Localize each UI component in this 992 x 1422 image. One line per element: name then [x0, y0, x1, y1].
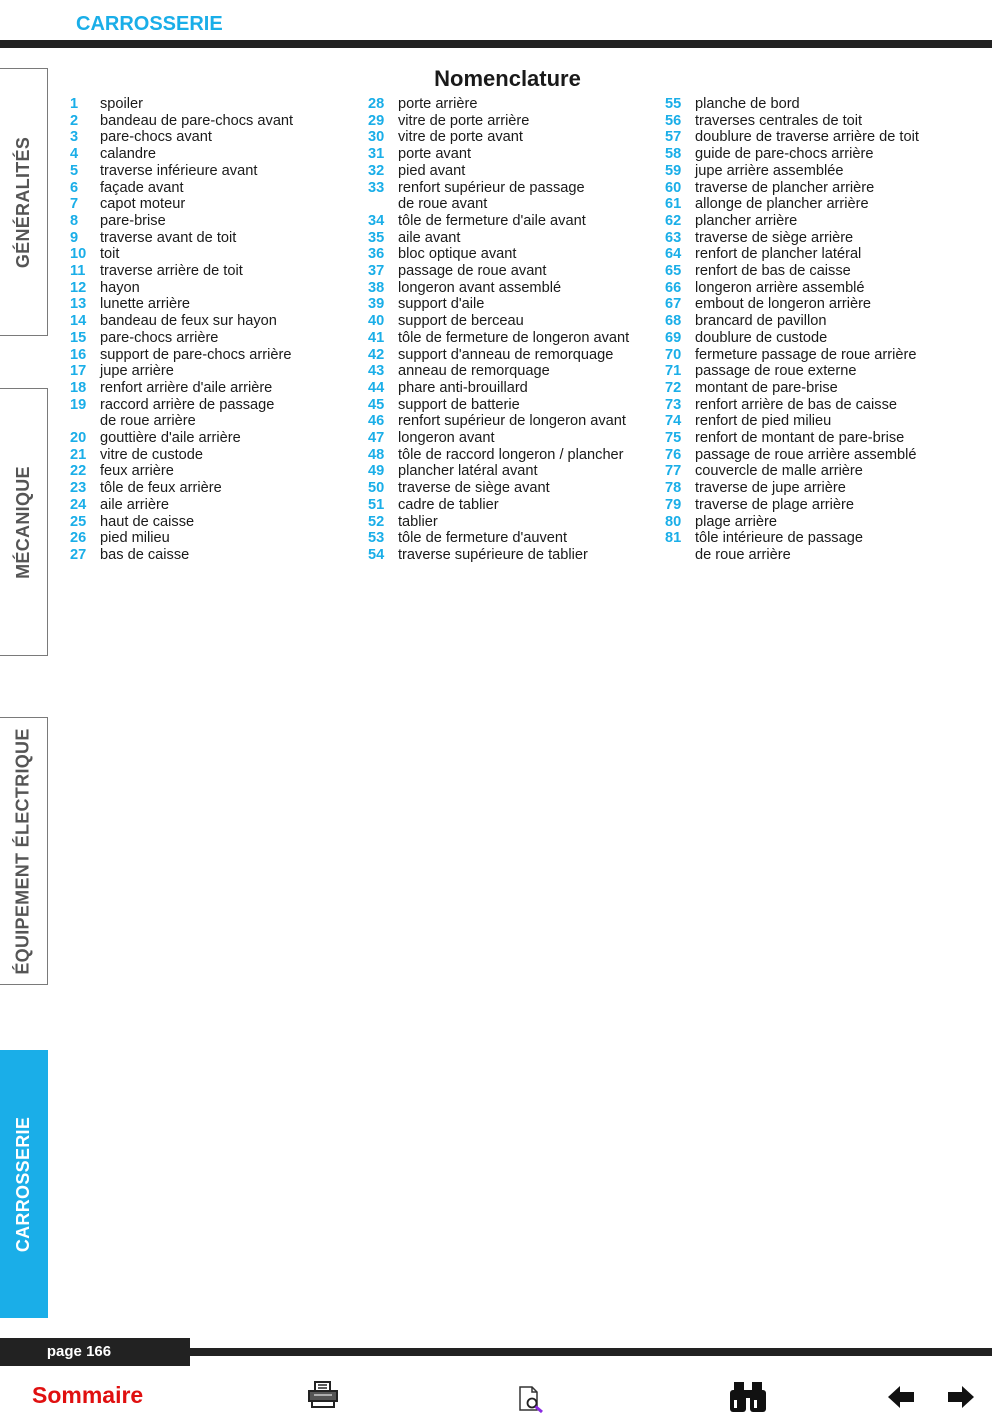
list-item: [665, 263, 985, 280]
list-item: [70, 246, 360, 263]
item-number: 60: [665, 179, 682, 196]
list-item: [665, 163, 985, 180]
list-item: [70, 514, 360, 531]
item-number: 5: [70, 162, 79, 179]
list-item: [368, 246, 658, 263]
item-label: longeron avant assemblé: [398, 279, 562, 296]
item-label: traverse de siège arrière: [695, 229, 854, 246]
list-item: [70, 447, 360, 464]
item-number: 72: [665, 379, 682, 396]
item-label: tôle de feux arrière: [100, 480, 222, 497]
list-item: [665, 480, 985, 497]
item-number: 75: [665, 430, 682, 447]
item-number: 76: [665, 446, 682, 463]
item-number: 23: [70, 480, 87, 497]
list-item: [368, 497, 658, 514]
item-label: vitre de porte avant: [398, 129, 523, 146]
list-item: [368, 447, 658, 464]
item-number: 69: [665, 329, 682, 346]
item-number: 36: [368, 246, 385, 263]
list-item: [70, 413, 360, 430]
item-number: 28: [368, 96, 385, 112]
item-label: pied milieu: [100, 530, 170, 547]
list-item: [70, 263, 360, 280]
list-item: [665, 146, 985, 163]
item-label: calandre: [100, 146, 156, 163]
item-label: doublure de custode: [695, 329, 828, 346]
item-number: 58: [665, 146, 682, 163]
item-number: 30: [368, 129, 385, 146]
item-number: 56: [665, 112, 682, 129]
list-item: [368, 480, 658, 497]
item-label: façade avant: [100, 179, 184, 196]
list-item: [665, 246, 985, 263]
item-label: toit: [100, 246, 120, 263]
item-label: plancher latéral avant: [398, 463, 538, 480]
item-label: raccord arrière de passage: [100, 396, 275, 413]
sommaire-link[interactable]: Sommaire: [32, 1382, 144, 1408]
list-item: [665, 113, 985, 130]
item-label: renfort supérieur de passage: [398, 179, 585, 196]
list-item: [70, 547, 360, 564]
item-label: guide de pare-chocs arrière: [695, 146, 874, 163]
item-label: aile avant: [398, 229, 461, 246]
list-item: [368, 430, 658, 447]
list-item: [665, 380, 985, 397]
list-item: [70, 330, 360, 347]
list-item: [368, 230, 658, 247]
list-item: [368, 280, 658, 297]
item-label: de roue arrière: [695, 546, 791, 563]
item-number: 20: [70, 430, 87, 447]
item-number: 8: [70, 212, 79, 229]
binoculars-icon[interactable]: [728, 1380, 768, 1414]
list-item: [368, 296, 658, 313]
item-number: 63: [665, 229, 682, 246]
item-label: haut de caisse: [100, 513, 195, 530]
list-item: [665, 413, 985, 430]
item-number: 3: [70, 129, 79, 146]
item-number: 11: [70, 263, 86, 280]
list-item: [665, 330, 985, 347]
page-number: page 166: [46, 1343, 112, 1360]
item-number: 81: [665, 530, 682, 547]
list-item: [665, 230, 985, 247]
item-number: 57: [665, 129, 682, 146]
item-number: 32: [368, 162, 385, 179]
item-label: pied avant: [398, 162, 466, 179]
list-item: [368, 330, 658, 347]
item-number: 71: [665, 363, 682, 380]
list-item: [368, 96, 658, 113]
list-item: [70, 213, 360, 230]
item-label: plancher arrière: [695, 212, 798, 229]
item-number: 62: [665, 212, 682, 229]
item-label: montant de pare-brise: [695, 379, 838, 396]
list-item: [665, 363, 985, 380]
list-item: [368, 363, 658, 380]
item-number: 33: [368, 179, 385, 196]
item-number: 21: [70, 446, 87, 463]
item-number: 73: [665, 396, 682, 413]
item-number: 14: [70, 313, 87, 330]
item-number: 18: [70, 379, 87, 396]
list-item: [368, 263, 658, 280]
item-number: 52: [368, 513, 385, 530]
item-label: renfort arrière de bas de caisse: [695, 396, 897, 413]
item-label: feux arrière: [100, 463, 174, 480]
printer-icon[interactable]: [306, 1380, 340, 1410]
list-item: [70, 497, 360, 514]
item-label: renfort supérieur de longeron avant: [398, 413, 626, 430]
item-label: traverse de siège avant: [398, 480, 550, 497]
item-number: [665, 547, 695, 564]
item-number: 79: [665, 496, 682, 513]
list-item: [368, 180, 658, 197]
item-number: 67: [665, 296, 682, 313]
item-number: 44: [368, 379, 385, 396]
item-label: traverse de plancher arrière: [695, 179, 875, 196]
list-item: [368, 347, 658, 364]
list-item: [665, 447, 985, 464]
section-title: CARROSSERIE: [76, 13, 223, 35]
list-item: [368, 380, 658, 397]
item-label: pare-brise: [100, 212, 166, 229]
item-label: couvercle de malle arrière: [695, 463, 863, 480]
item-number: 25: [70, 513, 87, 530]
item-number: [368, 196, 398, 213]
item-number: 29: [368, 112, 385, 129]
item-label: tôle de fermeture d'auvent: [398, 530, 568, 547]
item-label: renfort arrière d'aile arrière: [100, 379, 273, 396]
item-label: aile arrière: [100, 496, 169, 513]
list-item: [70, 96, 360, 113]
item-number: 46: [368, 413, 385, 430]
item-number: 61: [665, 196, 682, 213]
item-number: 42: [368, 346, 385, 363]
item-label: traverse de plage arrière: [695, 496, 854, 513]
nomenclature-column-3: [665, 96, 985, 564]
list-item: [70, 296, 360, 313]
item-label: support d'anneau de remorquage: [398, 346, 614, 363]
item-label: porte avant: [398, 146, 472, 163]
item-number: 50: [368, 480, 385, 497]
item-label: plage arrière: [695, 513, 777, 530]
item-number: 37: [368, 263, 385, 280]
item-number: 45: [368, 396, 385, 413]
item-label: longeron arrière assemblé: [695, 279, 865, 296]
item-label: traverse inférieure avant: [100, 162, 258, 179]
list-item: [70, 397, 360, 414]
tab-label: GÉNÉRALITÉS: [13, 136, 34, 268]
tab-label: ÉQUIPEMENT ÉLECTRIQUE: [13, 727, 34, 975]
item-label: jupe arrière: [100, 363, 174, 380]
list-item: [70, 430, 360, 447]
item-label: capot moteur: [100, 196, 186, 213]
item-number: 38: [368, 279, 385, 296]
item-number: 54: [368, 546, 385, 563]
item-label: longeron avant: [398, 430, 495, 447]
item-number: 19: [70, 396, 87, 413]
item-label: de roue avant: [398, 196, 488, 213]
item-number: 70: [665, 346, 682, 363]
item-label: renfort de montant de pare-brise: [695, 430, 905, 447]
arrow-right-icon[interactable]: [946, 1384, 976, 1410]
item-label: embout de longeron arrière: [695, 296, 872, 313]
item-number: 7: [70, 196, 79, 213]
item-label: renfort de bas de caisse: [695, 263, 851, 280]
document-search-icon[interactable]: [517, 1384, 545, 1414]
item-number: 10: [70, 246, 87, 263]
list-item: [70, 230, 360, 247]
item-number: 74: [665, 413, 682, 430]
item-label: doublure de traverse arrière de toit: [695, 129, 919, 146]
footer-rule: [190, 1348, 992, 1356]
item-label: bas de caisse: [100, 546, 190, 563]
item-label: tablier: [398, 513, 438, 530]
item-number: 27: [70, 546, 87, 563]
item-label: passage de roue avant: [398, 263, 547, 280]
tab-mecanique[interactable]: [0, 388, 48, 656]
list-item: [70, 180, 360, 197]
list-item: [368, 129, 658, 146]
list-item: [665, 296, 985, 313]
item-number: 77: [665, 463, 682, 480]
item-number: 22: [70, 463, 87, 480]
item-number: 66: [665, 279, 682, 296]
item-number: 9: [70, 229, 79, 246]
item-number: 17: [70, 363, 87, 380]
list-item: [368, 413, 658, 430]
list-item: [70, 480, 360, 497]
item-label: porte arrière: [398, 96, 478, 112]
list-item: [368, 463, 658, 480]
item-label: gouttière d'aile arrière: [100, 430, 241, 447]
tab-label: CARROSSERIE: [13, 1116, 34, 1252]
item-label: cadre de tablier: [398, 496, 499, 513]
item-label: traverse supérieure de tablier: [398, 546, 588, 563]
item-label: phare anti-brouillard: [398, 379, 528, 396]
item-number: 40: [368, 313, 385, 330]
item-label: traverse arrière de toit: [100, 263, 243, 280]
item-number: 31: [368, 146, 385, 163]
list-item: [368, 397, 658, 414]
list-item: [665, 397, 985, 414]
tab-generalites[interactable]: [0, 68, 48, 336]
list-item: [368, 213, 658, 230]
list-item: [665, 129, 985, 146]
list-item: [665, 196, 985, 213]
list-item: [70, 113, 360, 130]
item-label: support de pare-chocs arrière: [100, 346, 292, 363]
nomenclature-column-1: [70, 96, 360, 564]
item-label: tôle de fermeture d'aile avant: [398, 212, 586, 229]
item-label: allonge de plancher arrière: [695, 196, 869, 213]
item-label: renfort de plancher latéral: [695, 246, 862, 263]
list-item: [70, 280, 360, 297]
item-label: renfort de pied milieu: [695, 413, 832, 430]
list-item: [70, 463, 360, 480]
item-label: tôle de raccord longeron / plancher: [398, 446, 624, 463]
header-rule: [0, 40, 992, 48]
item-label: tôle de fermeture de longeron avant: [398, 329, 630, 346]
item-number: 24: [70, 496, 87, 513]
item-number: 34: [368, 212, 385, 229]
list-item: [70, 196, 360, 213]
item-number: 53: [368, 530, 385, 547]
item-number: 26: [70, 530, 87, 547]
item-label: fermeture passage de roue arrière: [695, 346, 917, 363]
list-item: [70, 313, 360, 330]
item-number: 13: [70, 296, 87, 313]
item-label: support de batterie: [398, 396, 520, 413]
list-item: [70, 363, 360, 380]
item-label: support de berceau: [398, 313, 524, 330]
arrow-left-icon[interactable]: [886, 1384, 916, 1410]
list-item: [665, 96, 985, 113]
item-number: 49: [368, 463, 385, 480]
item-label: vitre de porte arrière: [398, 112, 530, 129]
item-number: 68: [665, 313, 682, 330]
item-number: 39: [368, 296, 385, 313]
list-item: [665, 313, 985, 330]
item-label: traverse de jupe arrière: [695, 480, 846, 497]
item-number: 64: [665, 246, 682, 263]
item-label: tôle intérieure de passage: [695, 530, 863, 547]
item-label: traverse avant de toit: [100, 229, 237, 246]
item-number: 65: [665, 263, 682, 280]
item-label: hayon: [100, 279, 140, 296]
list-item: [368, 547, 658, 564]
item-number: 6: [70, 179, 79, 196]
list-item: [368, 196, 658, 213]
tab-equipement-electrique[interactable]: [0, 717, 48, 985]
item-number: 35: [368, 229, 385, 246]
item-number: 16: [70, 346, 87, 363]
list-item: [70, 163, 360, 180]
list-item: [368, 113, 658, 130]
list-item: [665, 547, 985, 564]
list-item: [665, 213, 985, 230]
list-item: [665, 463, 985, 480]
tab-carrosserie[interactable]: [0, 1050, 48, 1318]
item-label: bandeau de pare-chocs avant: [100, 112, 294, 129]
list-item: [665, 347, 985, 364]
item-label: passage de roue arrière assemblé: [695, 446, 917, 463]
list-item: [368, 146, 658, 163]
item-label: bloc optique avant: [398, 246, 517, 263]
list-item: [665, 530, 985, 547]
item-label: spoiler: [100, 96, 143, 112]
item-label: pare-chocs avant: [100, 129, 212, 146]
list-item: [665, 514, 985, 531]
item-number: 2: [70, 112, 79, 129]
item-number: 55: [665, 96, 682, 112]
item-number: 12: [70, 279, 87, 296]
list-item: [70, 146, 360, 163]
item-label: pare-chocs arrière: [100, 329, 219, 346]
list-item: [368, 163, 658, 180]
list-item: [70, 380, 360, 397]
item-number: 15: [70, 329, 87, 346]
item-number: 51: [368, 496, 385, 513]
item-number: 43: [368, 363, 385, 380]
item-label: planche de bord: [695, 96, 800, 112]
item-number: 59: [665, 162, 682, 179]
list-item: [665, 280, 985, 297]
item-label: traverses centrales de toit: [695, 112, 863, 129]
list-item: [70, 129, 360, 146]
item-number: 41: [368, 329, 385, 346]
page-title: Nomenclature: [434, 66, 581, 91]
list-item: [368, 514, 658, 531]
list-item: [368, 313, 658, 330]
item-number: 78: [665, 480, 682, 497]
item-number: [70, 413, 100, 430]
item-number: 80: [665, 513, 682, 530]
item-label: jupe arrière assemblée: [695, 162, 844, 179]
list-item: [368, 530, 658, 547]
item-label: bandeau de feux sur hayon: [100, 313, 277, 330]
item-label: vitre de custode: [100, 446, 204, 463]
list-item: [665, 430, 985, 447]
tab-label: MÉCANIQUE: [13, 465, 33, 579]
item-label: de roue arrière: [100, 413, 196, 430]
list-item: [70, 347, 360, 364]
item-number: 48: [368, 446, 385, 463]
item-label: passage de roue externe: [695, 363, 857, 380]
item-label: anneau de remorquage: [398, 363, 550, 380]
item-label: support d'aile: [398, 296, 485, 313]
item-number: 4: [70, 146, 79, 163]
item-number: 47: [368, 430, 385, 447]
item-number: 1: [70, 96, 79, 112]
nomenclature-column-2: [368, 96, 658, 564]
item-label: brancard de pavillon: [695, 313, 827, 330]
list-item: [70, 530, 360, 547]
list-item: [665, 497, 985, 514]
item-label: lunette arrière: [100, 296, 191, 313]
list-item: [665, 180, 985, 197]
